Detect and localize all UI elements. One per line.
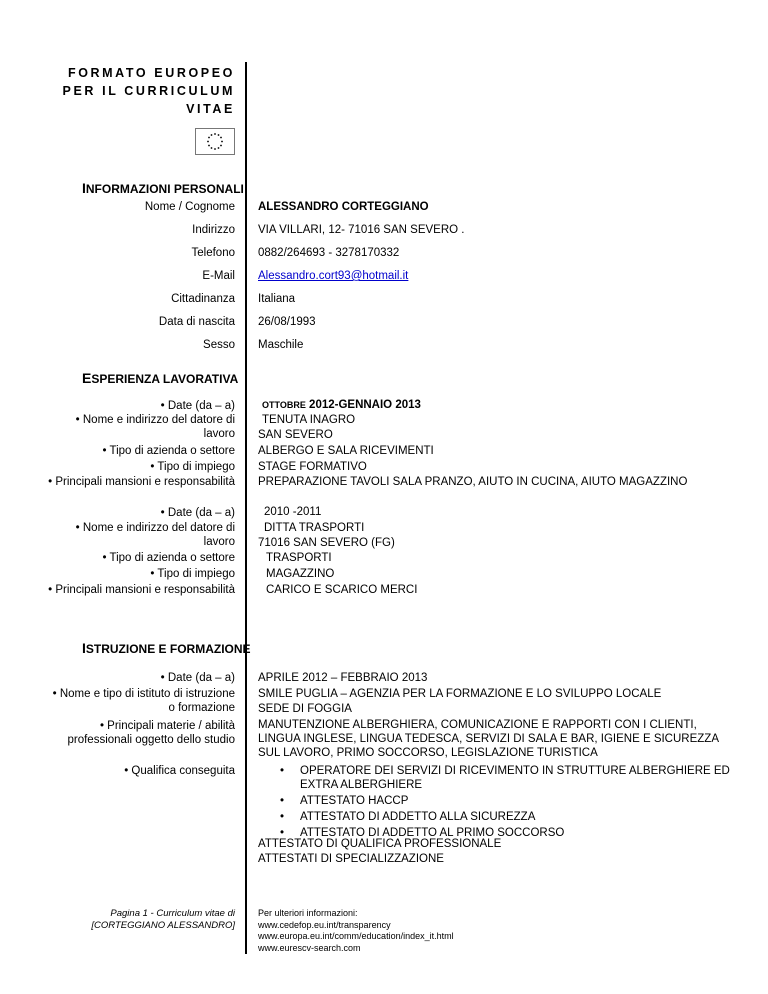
label-email: E-Mail	[202, 270, 235, 282]
value-sex: Maschile	[258, 339, 304, 351]
job2-employer: DITTA TRASPORTI	[264, 522, 365, 534]
link-eurescv[interactable]: www.eurescv-search.com	[258, 942, 361, 953]
job1-duties: PREPARAZIONE TAVOLI SALA PRANZO, AIUTO IN CUCINA, AIUTO MAGAZZINO	[258, 476, 688, 488]
edu-extra-specialization: ATTESTATI DI SPECIALIZZAZIONE	[258, 853, 444, 865]
job1-type: STAGE FORMATIVO	[258, 461, 367, 473]
qualification-item: • OPERATORE DEI SERVIZI DI RICEVIMENTO IN STRUTTURE ALBERGHIERE ED EXTRA ALBERGHIERE	[300, 764, 730, 792]
eu-flag-icon	[195, 128, 235, 155]
label-job2-employer: • Nome e indirizzo del datore di	[75, 522, 235, 534]
label-edu-institute-cont: o formazione	[168, 702, 235, 714]
page-number: Pagina 1 - Curriculum vitae di	[110, 908, 235, 919]
label-job2-date: • Date (da – a)	[160, 507, 235, 519]
value-phone: 0882/264693 - 3278170332	[258, 247, 400, 259]
label-edu-qualification: • Qualifica conseguita	[124, 765, 235, 777]
cv-title-line2: PER IL CURRICULUM	[62, 84, 235, 98]
email-link[interactable]: Alessandro.cort93@hotmail.it	[258, 270, 409, 282]
label-job1-type: • Tipo di impiego	[150, 461, 235, 473]
value-citizenship: Italiana	[258, 293, 296, 305]
label-job2-type: • Tipo di impiego	[150, 568, 235, 580]
edu-extra-qualification: ATTESTATO DI QUALIFICA PROFESSIONALE	[258, 838, 502, 850]
page-footer	[91, 908, 235, 932]
label-job1-employer-cont: lavoro	[203, 428, 235, 440]
job1-sector: ALBERGO E SALA RICEVIMENTI	[258, 445, 434, 457]
cv-owner: [CORTEGGIANO ALESSANDRO]	[91, 920, 235, 931]
label-job1-sector: • Tipo di azienda o settore	[102, 445, 235, 457]
job1-location: SAN SEVERO	[258, 429, 333, 441]
job2-duties: CARICO E SCARICO MERCI	[266, 584, 418, 596]
section-title-education: ISTRUZIONE E FORMAZIONE	[82, 640, 251, 656]
qualification-item: • ATTESTATO DI ADDETTO AL PRIMO SOCCORSO	[300, 826, 738, 840]
label-edu-subjects: • Principali materie / abilità	[99, 720, 235, 732]
label-sex: Sesso	[203, 339, 235, 351]
label-job1-duties: • Principali mansioni e responsabilità	[48, 476, 235, 488]
value-name: ALESSANDRO CORTEGGIANO	[258, 201, 429, 213]
cv-title-line3: VITAE	[186, 102, 235, 116]
value-address: VIA VILLARI, 12- 71016 SAN SEVERO .	[258, 224, 465, 236]
section-title-experience: ESPERIENZA LAVORATIVA	[82, 370, 239, 386]
job1-date: OTTOBRE 2012-GENNAIO 2013	[262, 399, 421, 411]
vertical-divider	[245, 62, 247, 954]
section-title-personal: INFORMAZIONI PERSONALI	[82, 180, 244, 196]
qualification-item: • ATTESTATO DI ADDETTO ALLA SICUREZZA	[300, 810, 738, 824]
label-job1-date: • Date (da – a)	[160, 400, 235, 412]
job2-date: 2010 -2011	[264, 506, 322, 518]
more-info-title: Per ulteriori informazioni:	[258, 908, 358, 918]
label-name: Nome / Cognome	[144, 201, 235, 213]
job2-sector: TRASPORTI	[266, 552, 332, 564]
label-job2-sector: • Tipo di azienda o settore	[102, 552, 235, 564]
edu-institute: SMILE PUGLIA – AGENZIA PER LA FORMAZIONE E LO SVILUPPO LOCALE	[258, 688, 662, 700]
label-job1-employer: • Nome e indirizzo del datore di	[75, 414, 235, 426]
label-edu-date: • Date (da – a)	[160, 672, 235, 684]
label-job2-employer-cont: lavoro	[203, 536, 235, 548]
label-birthdate: Data di nascita	[158, 316, 235, 328]
label-citizenship: Cittadinanza	[171, 293, 235, 305]
label-edu-institute: • Nome e tipo di istituto di istruzione	[52, 688, 235, 700]
edu-date: APRILE 2012 – FEBBRAIO 2013	[258, 672, 428, 684]
value-birthdate: 26/08/1993	[258, 316, 316, 328]
edu-subjects: MANUTENZIONE ALBERGHIERA, COMUNICAZIONE E RAPPORTI CON I CLIENTI, LINGUA INGLESE, LINGUA TEDESCA, SERVIZI DI SALA E BAR, IGIENE E SICUREZZA SUL LAVORO, PRIMO SOCCORSO, LEGISLAZIONE TURISTICA	[258, 719, 719, 759]
job1-employer: TENUTA INAGRO	[262, 414, 356, 426]
link-europa[interactable]: www.europa.eu.int/comm/education/index_it.html	[258, 931, 454, 941]
more-info-footer	[258, 908, 454, 954]
label-address: Indirizzo	[192, 224, 235, 236]
link-cedefop[interactable]: www.cedefop.eu.int/transparency	[258, 919, 391, 930]
label-job2-duties: • Principali mansioni e responsabilità	[48, 584, 235, 596]
cv-title-line1: FORMATO EUROPEO	[67, 66, 235, 80]
qualification-item: • ATTESTATO HACCP	[300, 794, 738, 808]
label-edu-subjects-cont: professionali oggetto dello studio	[67, 734, 235, 746]
edu-qualifications-list	[258, 764, 738, 840]
label-phone: Telefono	[191, 247, 235, 259]
edu-institute-location: SEDE DI FOGGIA	[258, 703, 352, 715]
job2-type: MAGAZZINO	[266, 568, 335, 580]
job2-location: 71016 SAN SEVERO (FG)	[258, 537, 395, 549]
